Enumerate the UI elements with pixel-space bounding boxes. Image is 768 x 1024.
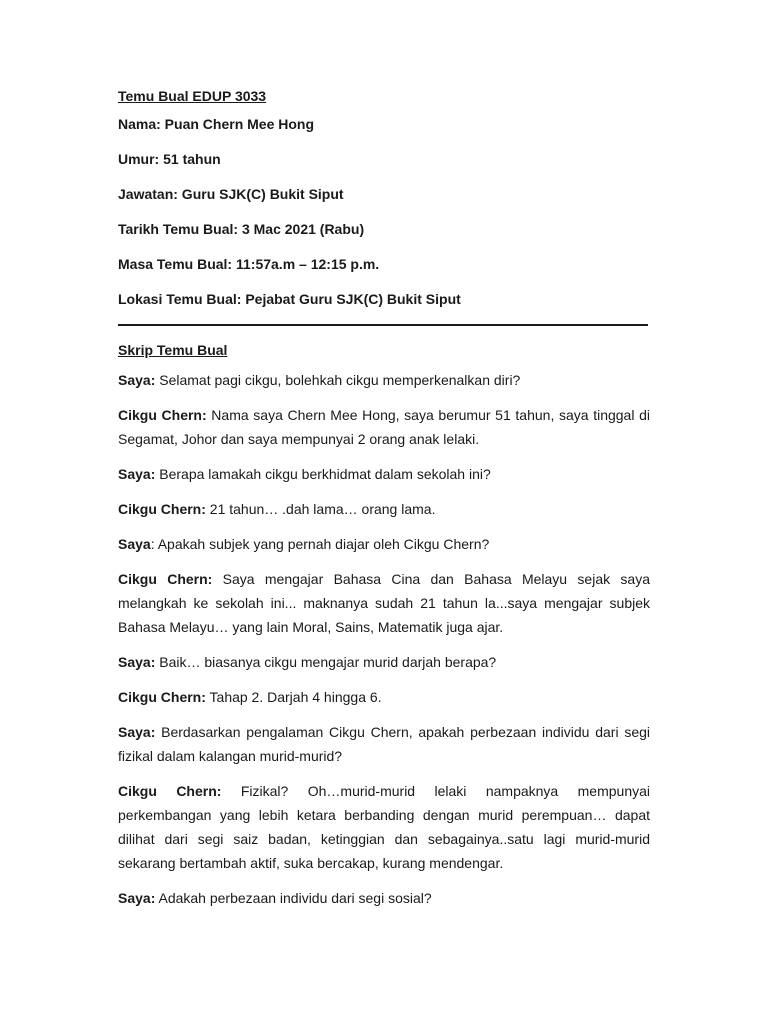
dialogue-text: 21 tahun… .dah lama… orang lama.	[205, 501, 436, 517]
dialogue-text: Selamat pagi cikgu, bolehkah cikgu memperkenalkan diri?	[155, 372, 521, 388]
masa-line: Masa Temu Bual: 11:57a.m – 12:15 p.m.	[118, 256, 380, 272]
speaker-label: Saya:	[118, 372, 156, 388]
dialogue-line	[118, 685, 650, 709]
dialogue-text: Saya mengajar Bahasa Cina dan Bahasa Melayu sejak saya melangkah ke sekolah ini... maknanya sudah 21 tahun la...saya mengajar subjek Bahasa Melayu… yang lain Moral, Sains, Matematik juga ajar.	[118, 571, 650, 635]
dialogue-line	[118, 497, 650, 521]
dialogue-text: Nama saya Chern Mee Hong, saya berumur 51 tahun, saya tinggal di Segamat, Johor dan saya mempunyai 2 orang anak lelaki.	[118, 407, 650, 447]
speaker-label: Saya:	[118, 466, 156, 482]
dialogue-text: Berdasarkan pengalaman Cikgu Chern, apakah perbezaan individu dari segi fizikal dalam kalangan murid-murid?	[118, 724, 650, 764]
speaker-label: Cikgu Chern:	[118, 407, 207, 423]
document-title: Temu Bual EDUP 3033	[118, 88, 267, 104]
dialogue-text: Tahap 2. Darjah 4 hingga 6.	[205, 689, 382, 705]
dialogue-line	[118, 720, 650, 768]
speaker-label: Cikgu Chern:	[118, 783, 222, 799]
speaker-label: Cikgu Chern:	[118, 501, 206, 517]
lokasi-line: Lokasi Temu Bual: Pejabat Guru SJK(C) Bukit Siput	[118, 291, 461, 307]
dialogue-line	[118, 886, 650, 910]
dialogue-line	[118, 567, 650, 639]
dialogue-line	[118, 650, 650, 674]
speaker-label: Saya	[118, 536, 151, 552]
speaker-label: Saya:	[118, 890, 156, 906]
dialogue-line	[118, 368, 650, 392]
dialogue-text: Berapa lamakah cikgu berkhidmat dalam sekolah ini?	[155, 466, 491, 482]
dialogue-line	[118, 532, 650, 556]
dialogue-text: : Apakah subjek yang pernah diajar oleh Cikgu Chern?	[150, 536, 490, 552]
dialogue-line	[118, 403, 650, 451]
document-page	[118, 86, 650, 921]
dialogue-line	[118, 462, 650, 486]
jawatan-line: Jawatan: Guru SJK(C) Bukit Siput	[118, 186, 344, 202]
speaker-label: Cikgu Chern:	[118, 689, 206, 705]
tarikh-line: Tarikh Temu Bual: 3 Mac 2021 (Rabu)	[118, 221, 365, 237]
dialogue-text: Baik… biasanya cikgu mengajar murid darjah berapa?	[155, 654, 497, 670]
speaker-label: Saya:	[118, 654, 156, 670]
dialogue-text: Fizikal? Oh…murid-murid lelaki nampaknya mempunyai perkembangan yang lebih ketara berbanding dengan murid perempuan… dapat dilihat dari segi saiz badan, ketinggian dan sebagainya..satu lagi murid-murid sekarang bertambah aktif, suka bercakap, kurang mendengar.	[118, 783, 651, 871]
nama-line: Nama: Puan Chern Mee Hong	[118, 116, 315, 132]
speaker-label: Cikgu Chern:	[118, 571, 213, 587]
dialogue-line	[118, 779, 650, 875]
dialogue-text: Adakah perbezaan individu dari segi sosial?	[155, 890, 432, 906]
umur-line: Umur: 51 tahun	[118, 151, 221, 167]
script-title: Skrip Temu Bual	[118, 342, 228, 358]
divider-rule	[118, 324, 648, 326]
speaker-label: Saya:	[118, 724, 156, 740]
